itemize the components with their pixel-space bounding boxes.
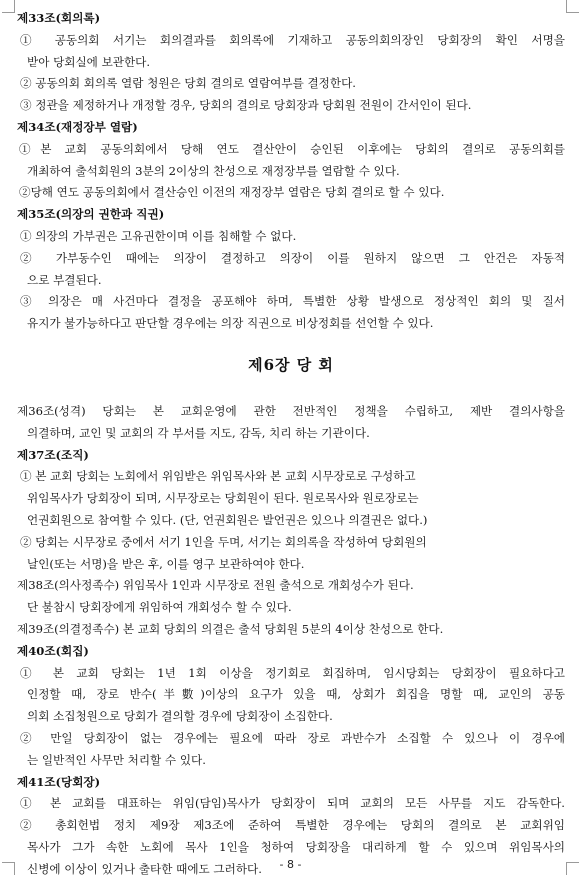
article-34-clause-1: ①본 교회 공동의회에서 당해 연도 결산안이 승인된 이후에는 당회의 결의로 공동의회를 <box>19 141 565 156</box>
article-35-clause-2-cont: 으로 부결된다. <box>27 272 102 287</box>
article-35-clause-1: ① 의장의 가부권은 고유권한이며 이를 침해할 수 없다. <box>20 228 297 243</box>
article-33-clause-2: ② 공동의회 회의록 열람 청원은 당회 결의로 열람여부를 결정한다. <box>20 76 356 91</box>
page-number: - 8 - <box>279 858 302 871</box>
article-37-clause-1-cont-a: 위임목사가 당회장이 되며, 시무장로는 당회원이 된다. 원로목사와 원로장로는 <box>27 491 419 506</box>
article-36-cont: 의결하며, 교인 및 교회의 각 부서를 지도, 감독, 치리 하는 기관이다. <box>27 425 370 440</box>
article-37-clause-1: ① 본 교회 당회는 노회에서 위임받은 위임목사와 본 교회 시무장로로 구성하고 <box>20 469 416 484</box>
article-33-heading: 제33조(회의록) <box>17 11 101 25</box>
article-38: 제38조(의사정족수) 위임목사 1인과 시무장로 전원 출석으로 개회성수가 된다. <box>17 578 414 593</box>
article-40-heading: 제40조(회집) <box>17 643 89 658</box>
article-37-clause-1-cont-b: 언권회원으로 참여할 수 있다. (단, 언권회원은 발언권은 있으나 의결권은 없다.) <box>27 512 428 527</box>
article-34-clause-2: ②당해 연도 공동의회에서 결산승인 이전의 재정장부 열람은 당회 결의로 할 수 있다. <box>19 185 445 200</box>
article-33-clause-1: ① 공동의회 서기는 회의결과를 회의록에 기재하고 공동의회의장인 당회장의 확인 서명을 <box>20 32 565 47</box>
article-41-clause-2-cont-b: 신병에 이상이 있거나 출타한 때에도 그러하다. <box>27 861 262 876</box>
article-35-clause-3-cont: 유지가 불가능하다고 판단할 경우에는 의장 직권으로 비상정회를 선언할 수 있다. <box>27 316 434 331</box>
crop-mark-top-right <box>566 0 579 13</box>
document-body <box>17 8 565 880</box>
article-41-clause-2-cont-a: 목사가 그가 속한 노회에 목사 1인을 청하여 당회장을 대리하게 할 수 있으며 위임목사의 <box>27 839 565 854</box>
crop-mark-top-left <box>2 0 15 13</box>
article-39: 제39조(의결정족수) 본 교회 당회의 의결은 출석 당회원 5분의 4이상 찬성으로 한다. <box>17 621 444 636</box>
article-35-clause-2: ② 가부동수인 때에는 의장이 결정하고 의장이 이를 원하지 않으면 그 안건은 자동적 <box>20 250 565 265</box>
article-40-clause-1-cont-b: 의회 소집청원으로 당회가 결의할 경우에 당회장이 소집한다. <box>27 709 333 724</box>
article-36: 제36조(성격) 당회는 본 교회운영에 관한 전반적인 정책을 수립하고, 제반 결의사항을 <box>17 403 565 418</box>
article-40-clause-2: ② 만일 당회장이 없는 경우에는 필요에 따라 장로 과반수가 소집할 수 있으나 이 경우에 <box>20 730 565 745</box>
article-35-heading: 제35조(의장의 권한과 직권) <box>17 207 165 222</box>
article-37-heading: 제37조(조직) <box>17 447 89 462</box>
article-33-clause-3: ③ 정관을 제정하거나 개정할 경우, 당회의 결의로 당회장과 당회원 전원이 간서인이 된다. <box>20 98 472 113</box>
article-41-clause-2: ② 총회헌법 정치 제9장 제3조에 준하여 특별한 경우에는 당회의 결의로 본 교회위임 <box>20 818 565 833</box>
article-34-clause-1-cont: 개최하여 출석회원의 3분의 2이상의 찬성으로 재정장부를 열람할 수 있다. <box>27 163 400 178</box>
article-41-heading: 제41조(당회장) <box>17 774 101 789</box>
chapter-6-title: 제6장 당 회 <box>248 355 334 374</box>
article-35-clause-3: ③ 의장은 매 사건마다 결정을 공포해야 하며, 특별한 상황 발생으로 정상적인 회의 및 질서 <box>20 294 565 309</box>
article-33-clause-1-cont: 받아 당회실에 보관한다. <box>27 54 151 69</box>
article-37-clause-2: ② 당회는 시무장로 중에서 서기 1인을 두며, 서기는 회의록을 작성하여 당회원의 <box>20 534 427 549</box>
article-40-clause-1: ① 본 교회 당회는 1년 1회 이상을 정기회로 회집하며, 임시당회는 당회장이 필요하다고 <box>20 665 565 680</box>
article-40-clause-1-cont-a: 인정할 때, 장로 반수(半數)이상의 요구가 있을 때, 상회가 회집을 명할 때, 교인의 공동 <box>27 687 565 702</box>
article-40-clause-2-cont: 는 일반적인 사무만 처리할 수 있다. <box>27 752 206 767</box>
article-34-heading: 제34조(재정장부 열람) <box>17 119 138 134</box>
article-37-clause-2-cont: 날인(또는 서명)을 받은 후, 이를 영구 보관하여야 한다. <box>27 556 305 571</box>
article-41-clause-1: ① 본 교회를 대표하는 위임(담임)목사가 당회장이 되며 교회의 모든 사무를 지도 감독한다. <box>20 796 565 811</box>
article-38-cont: 단 불참시 당회장에게 위임하여 개회성수 할 수 있다. <box>27 600 292 615</box>
